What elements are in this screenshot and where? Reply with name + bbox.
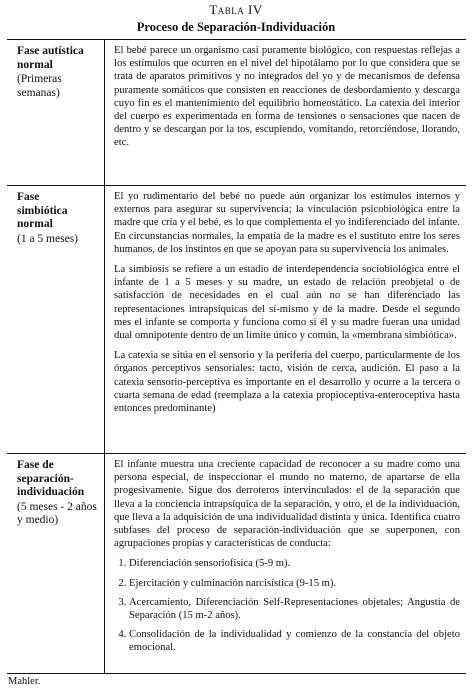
phase-cell: [7, 186, 105, 453]
description-paragraph: El yo rudimentario del bebé no puede aún organizar los estímulos internos y externos para asegurar su supervivencia; la vinculación psicobiológica entre la madre que cría y el bebé, es lo que complementa el yo indiferenciado del infante. En circunstancias normales, la empatía de la madre es el sustituto entre los seres humanos, de los instintos en que se apoyan para su supervivencia los animales.: [114, 191, 460, 255]
description-paragraph: El bebé parece un organismo casi puramente biológico, con respuestas reflejas a los estímulos que ocurren en el nivel del hipotálamo por lo que considera que se trata de aparatos primitivos y no integrados del yo y de mecanismos de defensa puramente somáticos que consisten en reacciones de desbordamiento y descarga cuyo fin es el mantenimiento del equilibrio homeostático. La catexia del interior del cuerpo es experimentada en forma de tensiones o sensaciones que nacen de dentro y se descargan por la tos, escupiendo, vomitando, retorciéndose, llorando, etc.: [114, 45, 460, 149]
phase-name: Fase autística normal: [17, 45, 84, 71]
phase-period: (5 meses - 2 años y medio): [17, 500, 97, 526]
table-number: Tabla IV: [209, 2, 263, 17]
list-item: 3. Acercamiento, Diferenciación Self-Representaciones objetales; Angustia de Separación (15 m-2 años).: [129, 596, 460, 622]
phase-name: Fase de separación-individuación: [17, 459, 85, 498]
table-row: [7, 453, 466, 673]
description-cell: [105, 40, 466, 185]
table-title: Proceso de Separación-Individuación: [136, 20, 336, 34]
table-row: [7, 40, 466, 185]
description-paragraph: La catexia se sitúa en el sensorio y la periferia del cuerpo, particularmente de los órganos perceptivos sensoriales: tacto, visión de cerca, audición. El paso a la catexia sensorio-perceptiva es importante en el desarrollo y ocurre a la tercera o cuarta semana de edad (reemplaza a la catexia propioceptiva-enteroceptiva hasta entonces predominante): [114, 350, 460, 415]
source-footnote: Mahler.: [8, 676, 41, 687]
phase-cell: [7, 454, 105, 673]
description-paragraph: El infante muestra una creciente capacidad de reconocer a su madre como una persona especial, de inspeccionar el mundo no materno, de apartarse de ella progesivamente. Sigue dos derroteros intervinculados: el de la separación que lleva a la conciencia intrapsíquica de la separación, y otro, el de la individuación, que lleva a la adquisición de una individualidad distinta y única. Identifica cuatro subfases del proceso de separación-individuación que se superponen, con agrupaciones propias y características de conducta:: [114, 459, 460, 550]
list-item: 1. Diferenciación sensoriofísica (5-9 m).: [129, 557, 460, 570]
list-item: 4. Consolidación de la individualidad y comienzo de la constancia del objeto emocional.: [129, 628, 460, 654]
phases-table: [7, 39, 466, 674]
phase-cell: [7, 40, 105, 185]
phase-period: (1 a 5 meses): [17, 232, 78, 245]
description-cell: [105, 186, 466, 453]
description-paragraph: La simbiosis se refiere a un estadio de interdependencia sociobiológica entre el infante de 1 a 5 meses y su madre, un estado de relación preobjetal o de satisfacción de necesidades en el cual aún no se han diferenciado las representaciones intrapsíquicas del sí-mismo y de la madre. Desde el segundo mes el infante se comporta y funciona como si él y su madre fueran una unidad dual omnipotente dentro de un límite único y común, la «membrana simbiótica».: [114, 264, 460, 342]
list-item: 2. Ejercitación y culminación narcisística (9-15 m).: [129, 577, 460, 590]
table-row: [7, 185, 466, 453]
description-cell: [105, 454, 466, 673]
phase-period: (Primeras semanas): [17, 73, 62, 99]
table-header: [0, 0, 472, 35]
subphase-list: [114, 557, 460, 654]
phase-name: Fase simbiótica normal: [17, 191, 68, 230]
